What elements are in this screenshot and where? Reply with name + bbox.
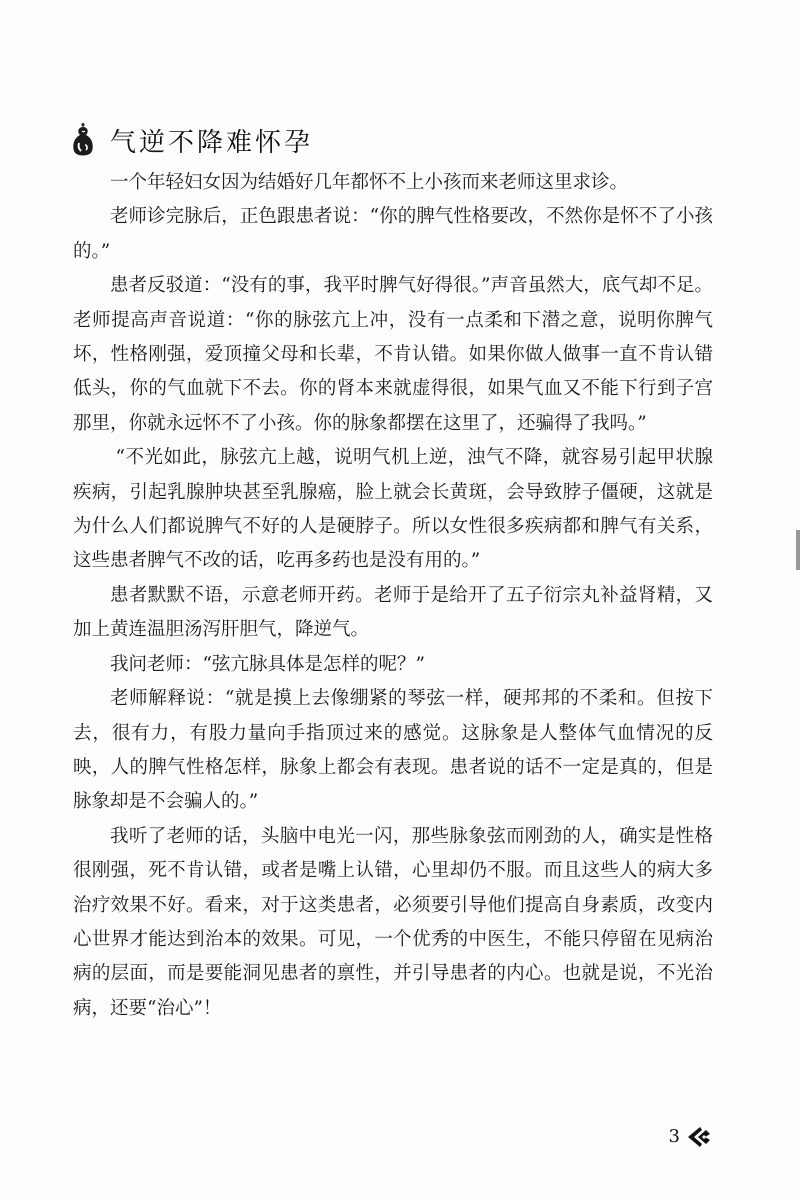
paragraph: 我听了老师的话，头脑中电光一闪，那些脉象弦而刚劲的人，确实是性格很刚强，死不肯认错，或者是嘴上认错，心里却仍不服。而且这些人的病大多治疗效果不好。看来，对于这类患者，必须要引导他们提高自身素质，改变内心世界才能达到治本的效果。可见，一个优秀的中医生，不能只停留在见病治病的层面，而是要能洞见患者的禀性，并引导患者的内心。也就是说，不光治病，还要“治心”！ (73, 825, 713, 1019)
paragraph: “不光如此，脉弦亢上越，说明气机上逆，浊气不降，就容易引起甲状腺疾病，引起乳腺肿块甚至乳腺癌，脸上就会长黄斑，会导致脖子僵硬，这就是为什么人们都说脾气不好的人是硬脖子。所以女性很多疾病都和脾气有关系，这些患者脾气不改的话，吃再多药也是没有用的。” (73, 447, 713, 572)
arrow-marker-icon (684, 1124, 714, 1150)
section-header (70, 118, 313, 162)
paragraph: 老师解释说：“就是摸上去像绷紧的琴弦一样，硬邦邦的不柔和。但按下去，很有力，有股力量向手指顶过来的感觉。这脉象是人整体气血情况的反映，人的脾气性格怎样，脉象上都会有表现。患者说的话不一定是真的，但是脉象却是不会骗人的。” (73, 688, 713, 813)
gourd-icon (70, 121, 96, 159)
paragraph: 老师诊完脉后，正色跟患者说：“你的脾气性格要改，不然你是怀不了小孩的。” (73, 206, 713, 262)
paragraph: 患者默默不语，示意老师开药。老师于是给开了五子衍宗丸补益肾精，又加上黄连温胆汤泻肝胆气，降逆气。 (73, 584, 713, 641)
paragraph: 患者反驳道：“没有的事，我平时脾气好得很。”声音虽然大，底气却不足。老师提高声音说道：“你的脉弦亢上冲，没有一点柔和下潜之意，说明你脾气坏，性格刚强，爱顶撞父母和长辈，不肯认错。如果你做人做事一直不肯认错低头，你的气血就下不去。你的肾本来就虚得很，如果气血又不能下行到子宫那里，你就永远怀不了小孩。你的脉象都摆在这里了，还骗得了我吗。” (73, 275, 713, 434)
page-number: 3 (668, 1126, 680, 1147)
paragraph: 一个年轻妇女因为结婚好几年都怀不上小孩而来老师这里求诊。 (110, 172, 629, 193)
section-title: 气逆不降难怀孕 (110, 127, 314, 158)
edge-mark (796, 530, 800, 570)
paragraph: 我问老师：“弦亢脉具体是怎样的呢？” (110, 653, 425, 675)
article-body (73, 166, 713, 1026)
